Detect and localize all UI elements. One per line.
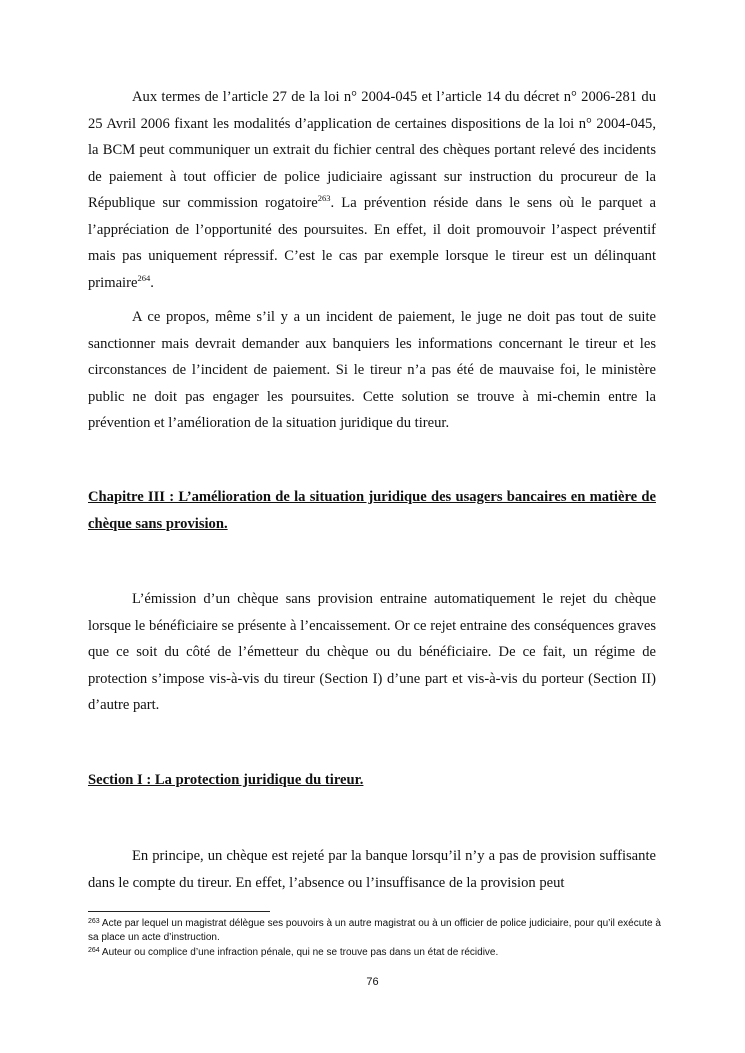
para1-text-b: . La prévention réside dans le sens où le parquet a l’appréciation de l’opportunité des poursuites. En effet, il doit promouvoir l’aspect préventif mais pas uniquement répressif. C’est le cas par exemple lorsque le tireur est un délinquant primaire: [88, 195, 657, 291]
body-paragraph-2: A ce propos, même s’il y a un incident de paiement, le juge ne doit pas tout de suite sanctionner mais devrait demander aux banquiers les informations concernant le tireur et les circonstances de l’incident de paiement. Si le tireur n’a pas été de mauvaise foi, le ministère public ne doit pas engager les poursuites. Cette solution se trouve à mi-chemin entre la prévention et l’amélioration de la situation juridique du tireur.: [88, 309, 656, 431]
section-heading: Section I : La protection juridique du tireur.: [88, 772, 364, 788]
chapter-heading: Chapitre III : L’amélioration de la situation juridique des usagers bancaires en matière de chèque sans provision.: [88, 489, 656, 532]
footnote-separator: [88, 911, 270, 912]
body-paragraph-4: En principe, un chèque est rejeté par la banque lorsqu’il n’y a pas de provision suffisante dans le compte du tireur. En effet, l’absence ou l’insuffisance de la provision peut: [88, 848, 656, 891]
para1-text-c: .: [150, 274, 154, 291]
body-paragraph-3: L’émission d’un chèque sans provision entraine automatiquement le rejet du chèque lorsque le bénéficiaire se présente à l’encaissement. Or ce rejet entraine des conséquences graves que ce soit du côté de l’émetteur du chèque ou du bénéficiaire. De ce fait, un régime de protection s’impose vis-à-vis du tireur (Section I) d’une part et vis-à-vis du porteur (Section II) d’autre part.: [88, 591, 656, 713]
footnote-number: 264: [88, 947, 100, 954]
body-paragraph-1: [88, 84, 656, 296]
footnote-ref-263[interactable]: 263: [317, 193, 331, 203]
para1-text-a: Aux termes de l’article 27 de la loi n° 2004-045 et l’article 14 du décret n° 2006-281 du 25 Avril 2006 fixant les modalités d’application de certaines dispositions de la loi n° 2004-045, la BCM peut communiquer un extrait du fichier central des chèques portant relevé des incidents de paiement à tout officier de police judiciaire agissant sur instruction du procureur de la République sur commission rogatoire: [88, 89, 656, 211]
footnote-ref-264[interactable]: 264: [137, 272, 151, 283]
footnote-text: Acte par lequel un magistrat délègue ses pouvoirs à un autre magistrat ou à un officier de police judiciaire, pour qu’il exécute à sa place un acte d’instruction.: [88, 918, 661, 943]
footnote-263: [88, 917, 663, 945]
page-number: 76: [366, 976, 379, 988]
footnote-264: [88, 946, 663, 960]
footnote-text: Auteur ou complice d’une infraction pénale, qui ne se trouve pas dans un état de récidive.: [99, 947, 499, 958]
footnote-number: 263: [88, 918, 100, 925]
